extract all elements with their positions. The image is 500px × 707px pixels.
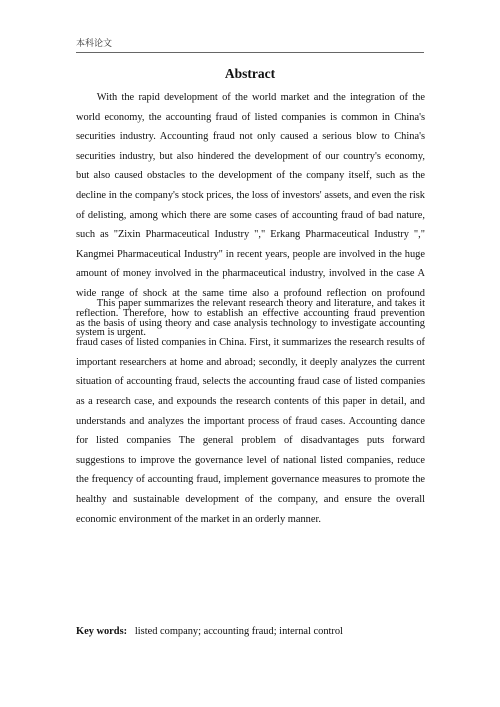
- running-header: 本科论文: [76, 39, 113, 49]
- abstract-paragraph-2: This paper summarizes the relevant research theory and literature, and takes it as the basis of using theory and case analysis technology to investigate accounting fraud cases of listed companies in China. First, it summarizes the research results of important researchers at home and abroad; secondly, it deeply analyzes the current situation of accounting fraud, selects the accounting fraud case of listed companies as a research case, and expounds the research contents of this paper in detail, and understands and analyzes the important process of fraud cases. Accounting dance for listed companies The general problem of disadvantages puts forward suggestions to improve the governance level of national listed companies, reduce the frequency of accounting fraud, implement governance measures to promote the healthy and sustainable development of the company, and ensure the overall economic environment of the market in an orderly manner.: [76, 298, 425, 525]
- keywords-line: [76, 624, 343, 640]
- header-rule: [76, 52, 424, 53]
- abstract-paragraph-1: With the rapid development of the world market and the integration of the world economy, the accounting fraud of listed companies is common in China's securities industry. Accounting fraud not only caused a serious blow to China's securities industry, but also hindered the development of our country's economy, but also caused obstacles to the development of the company itself, such as the decline in the company's stock prices, the loss of investors' assets, and even the risk of delisting, among which there are some cases of accounting fraud of bad nature, such as "Zixin Pharmaceutical Industry "," Erkang Pharmaceutical Industry "," Kangmei Pharmaceutical Industry" in recent years, people are involved in the huge amount of money involved in the pharmaceutical industry, involved in the case A wide range of shock at the same time also a profound reflection on profound reflection. Therefore, how to establish an effective accounting fraud prevention system is urgent.: [76, 92, 425, 339]
- keywords-label: Key words:: [76, 626, 128, 637]
- abstract-title: Abstract: [224, 66, 276, 81]
- keywords-text: listed company; accounting fraud; internal control: [134, 626, 343, 637]
